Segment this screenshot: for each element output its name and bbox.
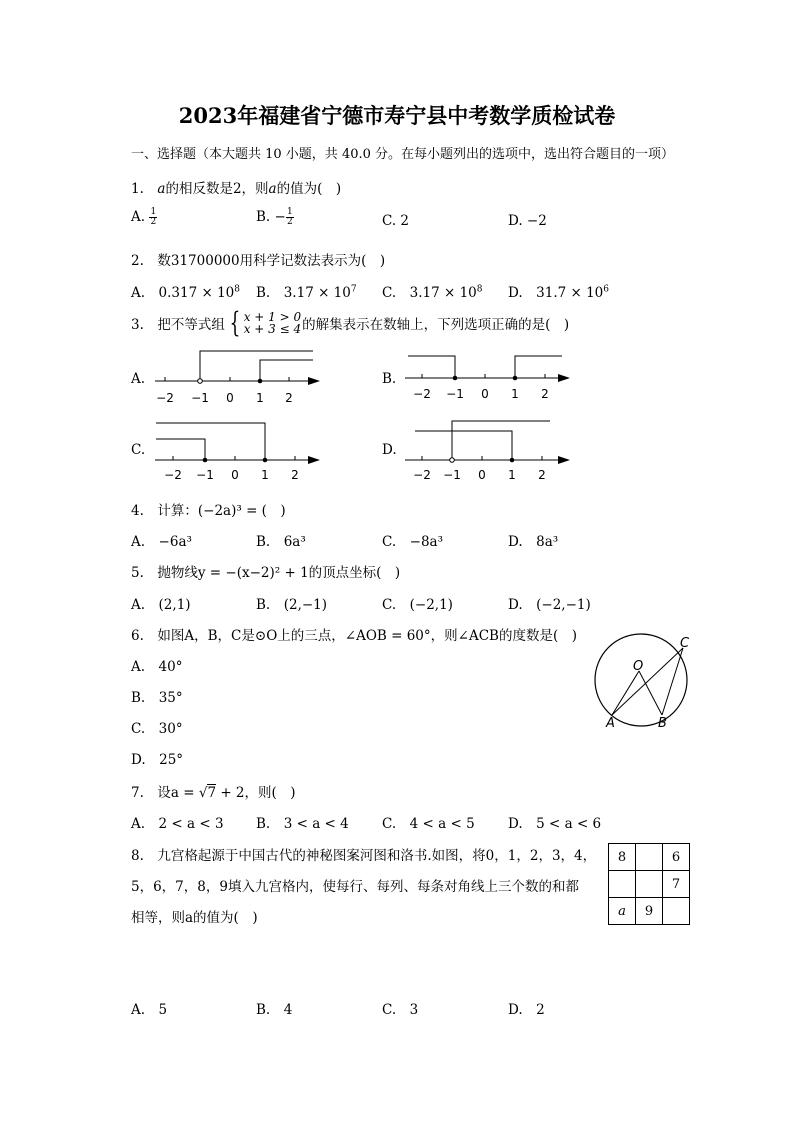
tick-label: −2 [156,391,174,405]
grid-cell [663,898,690,925]
label-b: B [658,716,667,731]
q8-option-d[interactable]: D. 2 [508,1002,545,1018]
tick-label: 1 [511,387,519,401]
q7-option-b[interactable]: B. 3 < a < 4 [256,816,349,832]
tick-label: −1 [443,468,461,482]
q4-option-c[interactable]: C. −8a³ [382,534,444,550]
q4-option-d[interactable]: D. 8a³ [508,534,559,550]
q6-option-d[interactable]: D. 25° [131,752,184,768]
tick-label: 1 [261,468,269,482]
tick-label: 0 [226,391,234,405]
q3-option-c[interactable]: C. [131,442,146,458]
q2-option-b[interactable]: B. $3.17 \times 10^7$ [256,284,357,301]
grid-cell [636,844,663,871]
magic-square-grid [608,843,690,925]
grid-cell [636,871,663,898]
q1-option-a[interactable]: A. $\frac{1}{2}$ [131,207,157,227]
q3-number-line-c [150,417,325,483]
q7-option-c[interactable]: C. 4 < a < 5 [382,816,475,832]
q3-option-b[interactable]: B. [382,371,397,387]
segment-ob [639,671,662,715]
q7-option-d[interactable]: D. 5 < a < 6 [508,816,602,832]
label-a: A [606,716,615,731]
question-3-stem: 3. 把不等式组 { x + 1 > 0 x + 3 ≤ 4 的解集表示在数轴上，下列选项正确的是( ) [131,306,570,339]
question-8-line-2: 5，6，7，8，9填入九宫格内，使每行、每列、每条对角线上三个数的和都 [131,879,579,895]
q5-option-a[interactable]: A. (2,1) [131,597,191,613]
q8-option-a[interactable]: A. 5 [131,1002,168,1018]
tick-label: 2 [541,387,549,401]
tick-label: −2 [164,468,182,482]
q1-b-fraction: $\frac{1}{2}$ [286,207,293,227]
q1-a-fraction: $\frac{1}{2}$ [150,207,157,227]
tick-label: 0 [231,468,239,482]
q1-option-c[interactable]: C. 2 [382,213,410,229]
label-o: O [633,659,644,674]
q2-option-a[interactable]: A. $0.317 \times 10^8$ [131,284,241,301]
question-8-line-1: 8. 九宫格起源于中国古代的神秘图案河图和洛书.如图，将0，1，2，3，4， [131,848,597,864]
q5-option-c[interactable]: C. (−2,1) [382,597,453,613]
q8-option-b[interactable]: B. 4 [256,1002,293,1018]
question-8-line-3: 相等，则a的值为( ) [131,910,258,926]
section-heading: 一、选择题（本大题共 10 小题，共 40.0 分。在每小题列出的选项中，选出符合题目的一项） [131,147,675,162]
question-4-stem: 4. 计算：(−2a)³ = ( ) [131,503,286,519]
grid-cell: 9 [636,898,663,925]
tick-label: 1 [508,468,516,482]
label-c: C [680,636,690,651]
question-1-stem: 1. a的相反数是2，则a的值为( ) [131,181,342,197]
grid-cell: 6 [663,844,690,871]
grid-cell: a [609,898,636,925]
question-5-stem: 5. 抛物线y = −(x−2)² + 1的顶点坐标( ) [131,565,401,581]
q3-number-line-a [150,345,325,407]
q4-option-a[interactable]: A. −6a³ [131,534,192,550]
q1-option-b[interactable]: B. − $\frac{1}{2}$ [256,207,293,227]
q6-option-c[interactable]: C. 30° [131,721,183,737]
q6-option-b[interactable]: B. 35° [131,690,183,706]
q6-option-a[interactable]: A. 40° [131,659,183,675]
tick-label: −1 [191,391,209,405]
q4-option-b[interactable]: B. 6a³ [256,534,306,550]
tick-label: 2 [538,468,546,482]
question-7-stem: 7. 设a = √7 + 2，则( ) [131,785,296,801]
page-title: 2023年福建省宁德市寿宁县中考数学质检试卷 [178,103,616,128]
q7-option-a[interactable]: A. 2 < a < 3 [131,816,224,832]
tick-label: −2 [413,468,431,482]
sqrt-symbol: √ [198,785,208,801]
tick-label: 1 [256,391,264,405]
question-2-stem: 2. 数31700000用科学记数法表示为( ) [131,253,386,269]
inequality-system: { x + 1 > 0 x + 3 ≤ 4 [229,306,302,339]
grid-cell: 7 [663,871,690,898]
q2-option-c[interactable]: C. $3.17 \times 10^8$ [382,284,483,301]
q3-number-line-b [400,345,575,407]
grid-cell: 8 [609,844,636,871]
tick-label: 0 [478,468,486,482]
q2-option-d[interactable]: D. $31.7 \times 10^6$ [508,284,610,301]
grid-cell [609,871,636,898]
q3-option-d[interactable]: D. [382,442,397,458]
tick-label: 2 [285,391,293,405]
tick-label: 0 [481,387,489,401]
q8-option-c[interactable]: C. 3 [382,1002,419,1018]
tick-label: −2 [413,387,431,401]
q1-option-d[interactable]: D. −2 [508,213,547,229]
tick-label: −1 [446,387,464,401]
tick-label: −1 [196,468,214,482]
q3-option-a[interactable]: A. [131,371,146,387]
q3-number-line-d [400,417,575,483]
q5-option-b[interactable]: B. (2,−1) [256,597,328,613]
q5-option-d[interactable]: D. (−2,−1) [508,597,591,613]
circle-figure [590,628,700,733]
tick-label: 2 [291,468,299,482]
question-6-stem: 6. 如图A，B，C是⊙O上的三点，∠AOB = 60°，则∠ACB的度数是( ) [131,628,577,644]
